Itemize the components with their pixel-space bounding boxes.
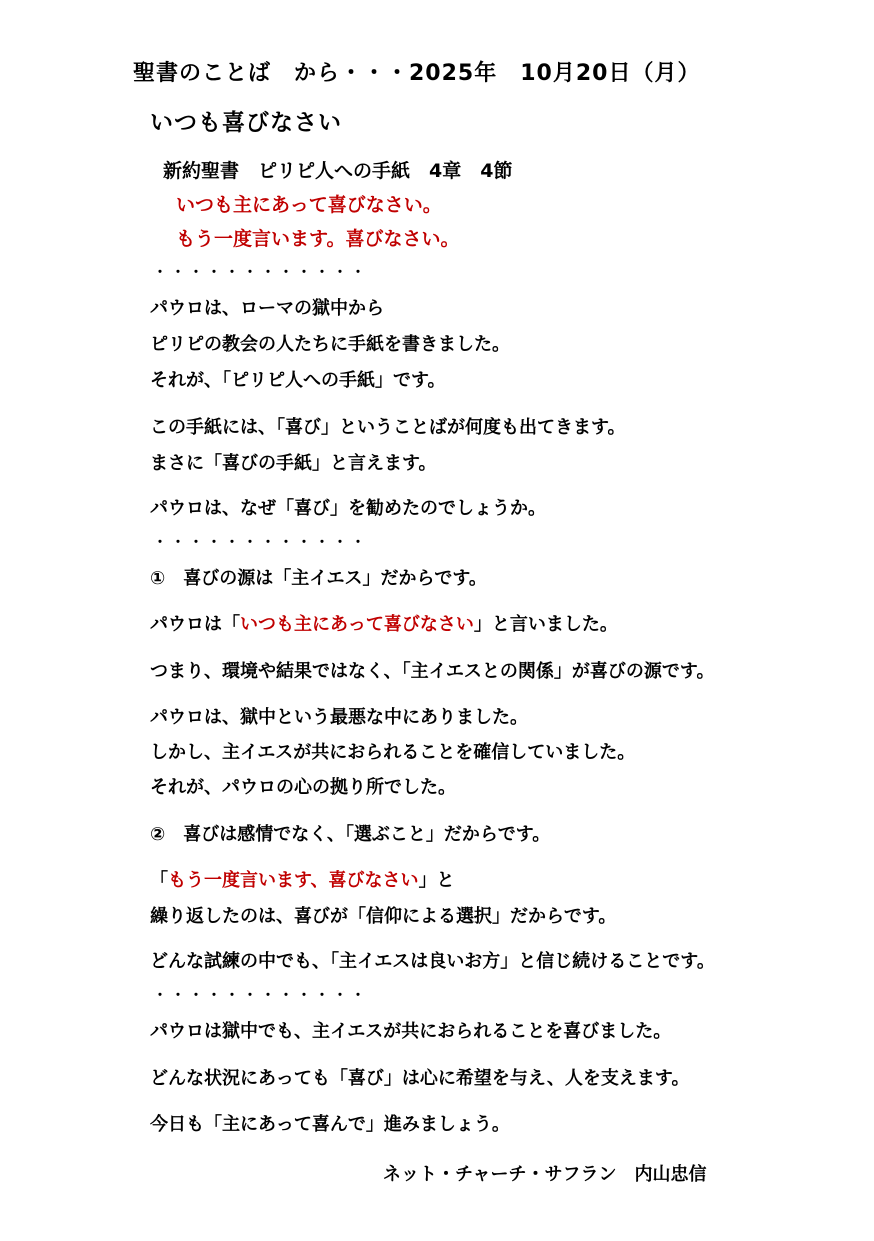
- scripture-reference: 新約聖書 ピリピ人への手紙 4章 4節: [163, 160, 513, 182]
- point1-quote: いつも主にあって喜びなさい: [240, 614, 474, 635]
- point1-line-2: パウロは、獄中という最悪な中にありました。: [150, 707, 528, 728]
- point2-quote-line: [150, 866, 455, 892]
- point2-heading: ② 喜びは感情でなく、「選ぶこと」だからです。: [150, 824, 551, 845]
- closing-line-3: 今日も「主にあって喜んで」進みましょう。: [150, 1114, 510, 1135]
- point2-line-1: 繰り返したのは、喜びが「信仰による選択」だからです。: [150, 906, 617, 927]
- closing-line-1: パウロは獄中でも、主イエスが共におられることを喜びました。: [150, 1021, 672, 1042]
- intro-line-2: ピリピの教会の人たちに手紙を書きました。: [150, 334, 510, 355]
- verse-line-2: もう一度言います。喜びなさい。: [176, 228, 460, 250]
- point1-quote-prefix: パウロは「: [150, 614, 240, 635]
- separator-dots-1: ・・・・・・・・・・・・: [153, 265, 369, 281]
- message-heading: いつも喜びなさい: [150, 110, 342, 136]
- intro-line-5: まさに「喜びの手紙」と言えます。: [150, 453, 437, 474]
- intro-line-1: パウロは、ローマの獄中から: [150, 298, 384, 319]
- point2-quote-prefix: 「: [150, 870, 168, 891]
- point1-line-4: それが、パウロの心の拠り所でした。: [150, 777, 456, 798]
- point2-quote-suffix: 」と: [418, 870, 455, 891]
- point1-quote-line: [150, 610, 618, 636]
- verse-line-1: いつも主にあって喜びなさい。: [176, 194, 442, 216]
- point1-heading: ① 喜びの源は「主イエス」だからです。: [150, 568, 487, 589]
- point2-quote: もう一度言います、喜びなさい: [168, 870, 419, 891]
- point1-line-1: つまり、環境や結果ではなく、「主イエスとの関係」が喜びの源です。: [150, 661, 715, 682]
- intro-line-6: パウロは、なぜ「喜び」を勧めたのでしょうか。: [150, 498, 546, 519]
- point1-line-3: しかし、主イエスが共におられることを確信していました。: [150, 742, 636, 763]
- intro-line-3: それが、「ピリピ人への手紙」です。: [150, 370, 446, 391]
- point2-line-2: どんな試練の中でも、「主イエスは良いお方」と信じ続けることです。: [150, 951, 715, 972]
- point1-quote-suffix: 」と言いました。: [473, 614, 618, 635]
- page-title: 聖書のことば から・・・2025年 10月20日（月）: [133, 61, 701, 86]
- signature: ネット・チャーチ・サフラン 内山忠信: [383, 1164, 707, 1185]
- closing-line-2: どんな状況にあっても「喜び」は心に希望を与え、人を支えます。: [150, 1068, 690, 1089]
- separator-dots-2: ・・・・・・・・・・・・: [153, 535, 369, 551]
- separator-dots-3: ・・・・・・・・・・・・: [153, 988, 369, 1004]
- intro-line-4: この手紙には、「喜び」ということばが何度も出てきます。: [150, 417, 626, 438]
